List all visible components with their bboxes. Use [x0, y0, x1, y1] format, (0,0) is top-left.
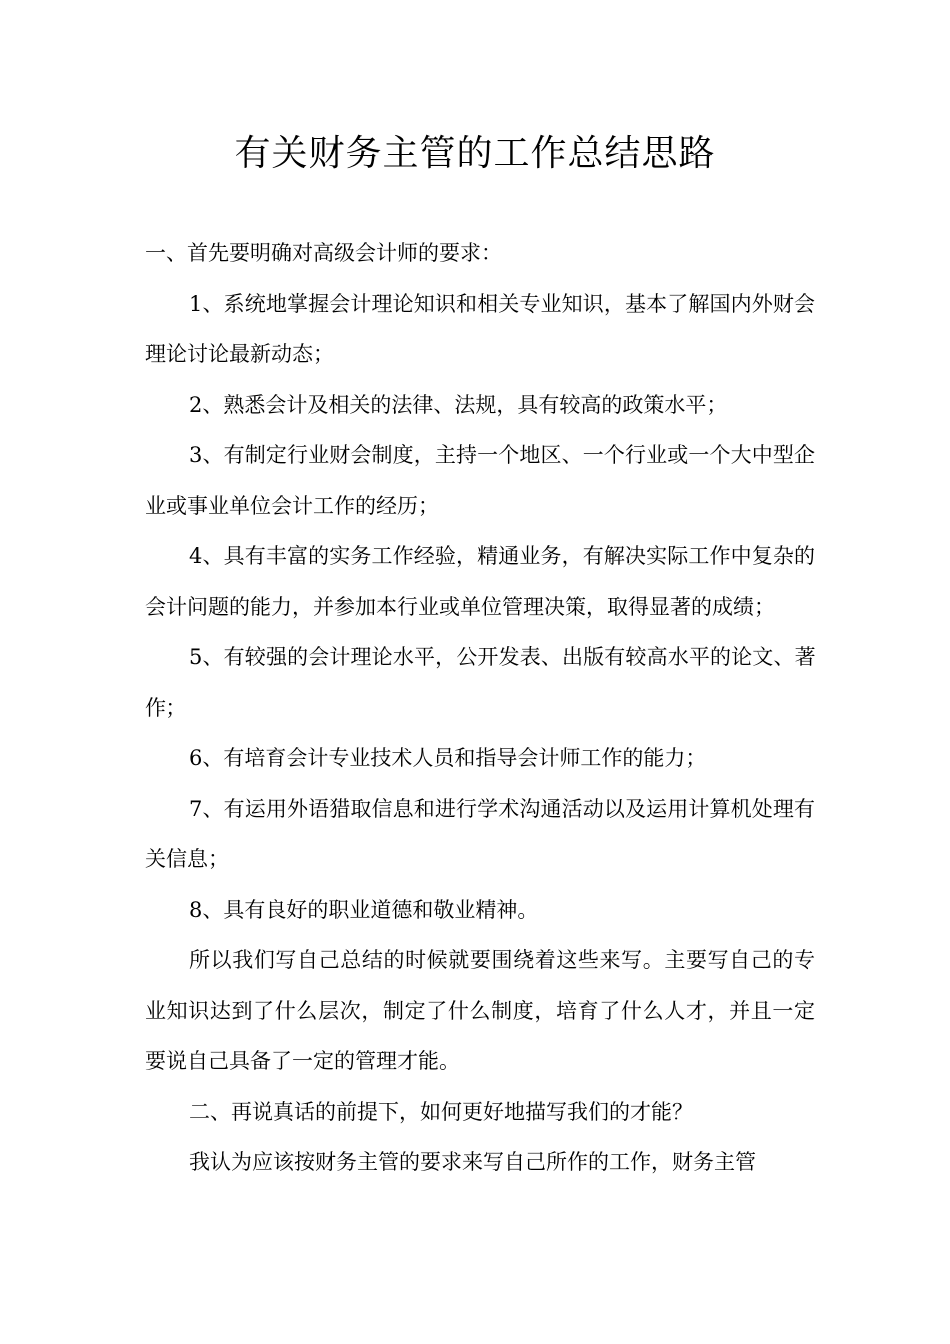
- requirement-item-3: 3、有制定行业财会制度，主持一个地区、一个行业或一个大中型企业或事业单位会计工作的经历；: [145, 443, 815, 518]
- document-title: 有关财务主管的工作总结思路: [234, 133, 716, 174]
- requirement-item-2: 2、熟悉会计及相关的法律、法规，具有较高的政策水平；: [189, 392, 728, 417]
- section-heading-1: 一、首先要明确对高级会计师的要求：: [145, 241, 502, 265]
- section-heading-2: 二、再说真话的前提下，如何更好地描写我们的才能？: [189, 1099, 693, 1124]
- requirement-item-1: 1、系统地掌握会计理论知识和相关专业知识，基本了解国内外财会理论讨论最新动态；: [145, 291, 815, 366]
- requirement-item-7: 7、有运用外语猎取信息和进行学术沟通活动以及运用计算机处理有关信息；: [145, 796, 815, 871]
- requirement-item-4: 4、具有丰富的实务工作经验，精通业务，有解决实际工作中复杂的会计问题的能力，并参加本行业或单位管理决策，取得显著的成绩；: [145, 544, 815, 619]
- summary-paragraph: 所以我们写自己总结的时候就要围绕着这些来写。主要写自己的专业知识达到了什么层次，制定了什么制度，培育了什么人才，并且一定要说自己具备了一定的管理才能。: [145, 948, 815, 1073]
- closing-paragraph: 我认为应该按财务主管的要求来写自己所作的工作，财务主管: [189, 1150, 756, 1174]
- requirement-item-5: 5、有较强的会计理论水平，公开发表、出版有较高水平的论文、著作；: [145, 645, 815, 720]
- requirement-item-8: 8、具有良好的职业道德和敬业精神。: [189, 897, 539, 922]
- requirement-item-6: 6、有培育会计专业技术人员和指导会计师工作的能力；: [189, 746, 707, 770]
- document-body: [145, 228, 815, 1188]
